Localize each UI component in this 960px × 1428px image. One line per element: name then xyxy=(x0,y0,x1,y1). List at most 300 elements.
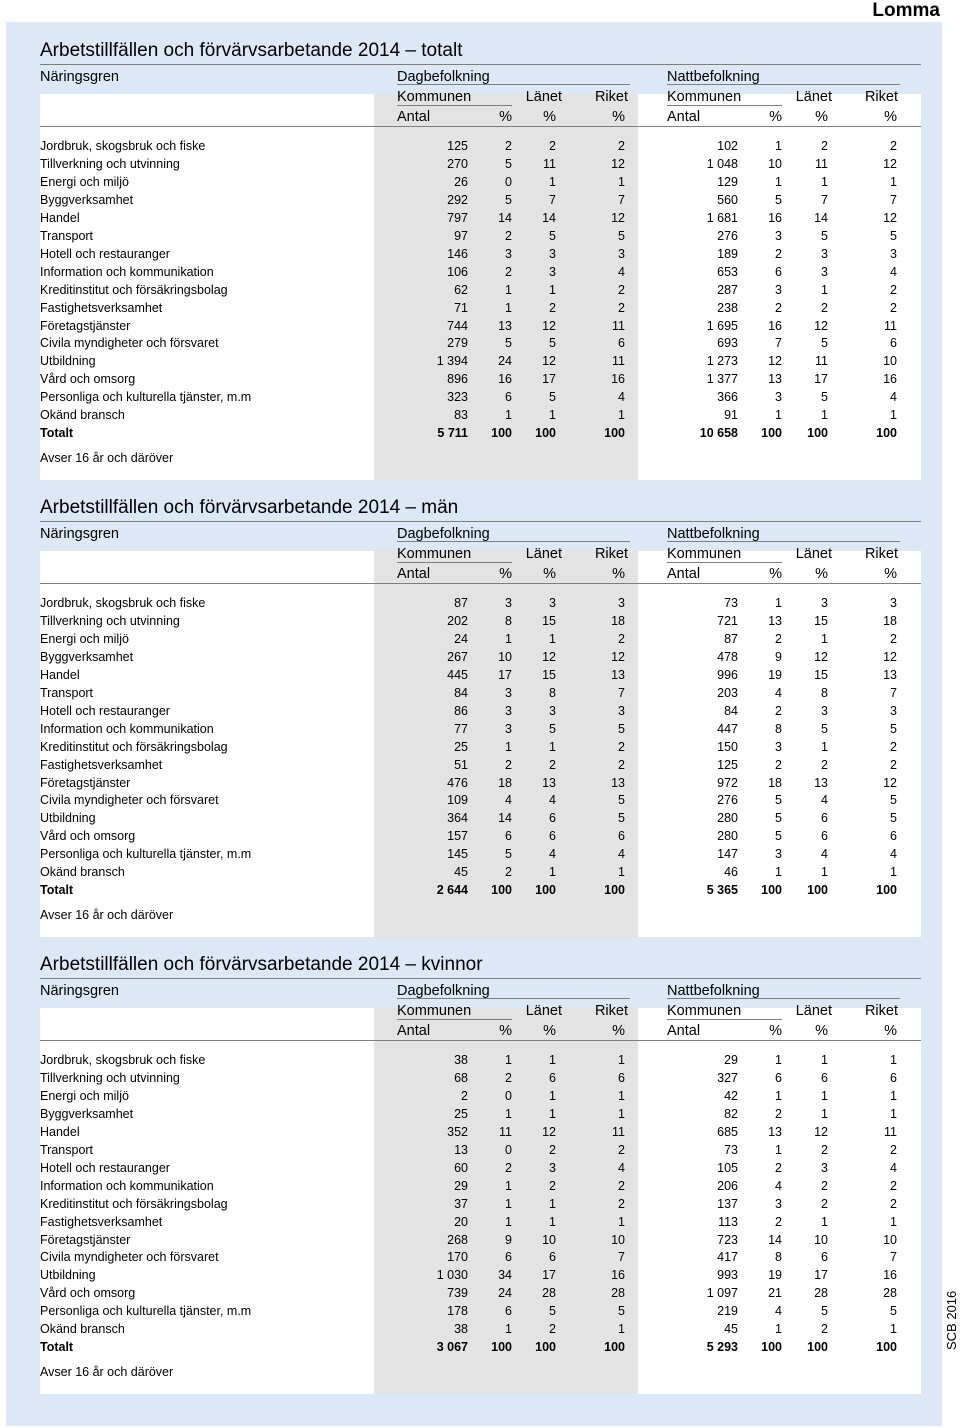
row-label: Information och kommunikation xyxy=(40,1178,214,1193)
cell-day-pct-kommunen: 2 xyxy=(505,228,512,243)
cell-night-antal: 478 xyxy=(717,649,738,664)
cell-night-pct-riket: 5 xyxy=(890,228,897,243)
unit-pct-lanet-night: % xyxy=(815,1023,828,1039)
cell-day-antal: 26 xyxy=(454,174,468,189)
row-label: Utbildning xyxy=(40,1268,96,1283)
cell-day-antal: 292 xyxy=(447,192,468,207)
cell-night-pct-lanet: 6 xyxy=(821,1070,828,1085)
cell-night-pct-kommunen: 13 xyxy=(768,1124,782,1139)
row-label: Vård och omsorg xyxy=(40,829,136,844)
cell-day-pct-riket: 2 xyxy=(618,757,625,772)
table-row xyxy=(40,827,896,845)
cell-night-pct-lanet: 11 xyxy=(815,156,828,171)
cell-night-pct-lanet: 6 xyxy=(821,1250,828,1265)
cell-night-antal: 29 xyxy=(724,1053,738,1067)
table-row xyxy=(40,1248,896,1266)
cell-night-antal: 276 xyxy=(717,793,738,808)
cell-day-pct-lanet: 1 xyxy=(549,408,556,423)
row-label: Energi och miljö xyxy=(40,1088,129,1103)
cell-night-antal: 113 xyxy=(718,1214,738,1229)
cell-day-antal: 896 xyxy=(447,372,468,387)
cell-day-antal: 146 xyxy=(447,246,468,261)
subheader-kommunen-night: Kommunen xyxy=(667,1003,742,1019)
cell-night-pct-kommunen: 100 xyxy=(761,1340,782,1355)
cell-day-pct-riket: 2 xyxy=(618,1142,625,1157)
cell-night-pct-lanet: 5 xyxy=(821,390,828,405)
row-label: Fastighetsverksamhet xyxy=(40,1214,163,1229)
total-label: Totalt xyxy=(40,1340,74,1355)
table-row xyxy=(40,738,896,756)
cell-night-antal: 219 xyxy=(717,1304,738,1319)
cell-night-pct-riket: 2 xyxy=(890,282,897,297)
cell-night-pct-kommunen: 13 xyxy=(768,613,782,628)
table-row xyxy=(40,1141,896,1159)
row-label: Handel xyxy=(40,1124,80,1139)
cell-night-pct-kommunen: 1 xyxy=(775,139,782,153)
cell-day-antal: 3 067 xyxy=(436,1340,468,1355)
cell-day-pct-riket: 1 xyxy=(618,1214,625,1229)
cell-night-antal: 203 xyxy=(717,685,738,700)
cell-day-antal: 87 xyxy=(454,596,468,610)
cell-night-pct-lanet: 2 xyxy=(821,300,828,315)
cell-night-pct-lanet: 1 xyxy=(821,739,828,754)
cell-day-pct-kommunen: 18 xyxy=(498,775,512,790)
cell-day-antal: 178 xyxy=(447,1304,468,1319)
cell-day-pct-lanet: 11 xyxy=(543,156,556,171)
cell-day-pct-riket: 1 xyxy=(618,174,625,189)
cell-day-pct-riket: 1 xyxy=(618,1106,625,1121)
cell-night-pct-kommunen: 10 xyxy=(768,156,782,171)
cell-day-pct-lanet: 6 xyxy=(549,811,556,826)
cell-day-antal: 106 xyxy=(447,264,468,279)
table-row xyxy=(40,1051,896,1069)
table-row xyxy=(40,155,896,173)
cell-day-pct-kommunen: 100 xyxy=(491,883,512,898)
unit-pct-kommunen-day: % xyxy=(499,109,512,125)
cell-night-pct-kommunen: 100 xyxy=(761,883,782,898)
cell-night-antal: 280 xyxy=(717,829,738,844)
cell-day-pct-riket: 12 xyxy=(611,156,625,171)
cell-night-pct-lanet: 5 xyxy=(821,336,828,351)
cell-day-pct-lanet: 2 xyxy=(549,139,556,153)
cell-night-antal: 46 xyxy=(724,865,738,880)
cell-night-antal: 685 xyxy=(717,1124,738,1139)
group-header-nattbefolkning: Nattbefolkning xyxy=(667,69,760,85)
cell-day-antal: 125 xyxy=(447,139,468,153)
row-label: Energi och miljö xyxy=(40,174,129,189)
subheader-riket-night: Riket xyxy=(864,1003,898,1019)
cell-night-pct-riket: 12 xyxy=(883,775,897,790)
cell-day-antal: 268 xyxy=(447,1232,468,1247)
cell-night-pct-riket: 11 xyxy=(884,1124,897,1139)
table-row xyxy=(40,388,896,406)
cell-night-pct-riket: 5 xyxy=(890,811,897,826)
header-rule-bottom xyxy=(40,583,921,584)
row-label: Civila myndigheter och försvaret xyxy=(40,336,219,351)
cell-night-pct-riket: 2 xyxy=(890,757,897,772)
cell-night-pct-kommunen: 3 xyxy=(775,282,782,297)
cell-day-pct-kommunen: 100 xyxy=(491,426,512,441)
cell-night-pct-kommunen: 5 xyxy=(775,811,782,826)
cell-day-pct-riket: 7 xyxy=(618,685,625,700)
cell-day-pct-riket: 4 xyxy=(618,264,625,279)
table-row xyxy=(40,370,896,388)
cell-day-pct-lanet: 17 xyxy=(542,372,556,387)
footnote-age: Avser 16 år och däröver xyxy=(40,1365,174,1379)
header-rule-bottom xyxy=(40,1040,921,1041)
cell-night-pct-kommunen: 5 xyxy=(775,793,782,808)
cell-day-antal: 60 xyxy=(454,1160,468,1175)
cell-day-pct-kommunen: 6 xyxy=(505,1250,512,1265)
cell-day-pct-riket: 4 xyxy=(618,847,625,862)
cell-day-pct-riket: 6 xyxy=(618,829,625,844)
cell-day-pct-lanet: 2 xyxy=(549,1142,556,1157)
cell-day-pct-riket: 5 xyxy=(618,721,625,736)
cell-day-antal: 62 xyxy=(454,282,468,297)
cell-day-pct-lanet: 2 xyxy=(549,757,556,772)
cell-night-antal: 238 xyxy=(717,300,738,315)
cell-night-pct-riket: 1 xyxy=(890,1214,897,1229)
cell-day-antal: 739 xyxy=(447,1286,468,1301)
cell-night-antal: 1 097 xyxy=(706,1286,738,1301)
table-row xyxy=(40,352,896,370)
cell-day-antal: 2 644 xyxy=(436,883,468,898)
cell-day-pct-riket: 18 xyxy=(611,613,625,628)
cell-day-antal: 84 xyxy=(454,685,468,700)
subheader-kommunen-day: Kommunen xyxy=(397,1003,472,1019)
cell-night-pct-riket: 1 xyxy=(890,408,897,423)
cell-night-antal: 105 xyxy=(717,1160,738,1175)
cell-night-pct-riket: 100 xyxy=(876,883,897,898)
cell-day-antal: 145 xyxy=(447,847,468,862)
cell-night-pct-lanet: 1 xyxy=(821,1214,828,1229)
cell-night-antal: 1 273 xyxy=(706,354,738,369)
cell-night-pct-kommunen: 1 xyxy=(775,596,782,610)
cell-night-pct-riket: 2 xyxy=(890,739,897,754)
cell-day-antal: 25 xyxy=(454,1106,468,1121)
cell-day-antal: 86 xyxy=(454,703,468,718)
cell-day-pct-riket: 100 xyxy=(604,883,625,898)
cell-day-pct-riket: 12 xyxy=(611,649,625,664)
cell-night-antal: 1 377 xyxy=(706,372,738,387)
group-header-nattbefolkning: Nattbefolkning xyxy=(667,983,760,999)
cell-night-pct-lanet: 6 xyxy=(821,829,828,844)
cell-night-pct-riket: 100 xyxy=(876,1340,897,1355)
cell-night-pct-riket: 16 xyxy=(883,1268,897,1283)
cell-night-pct-riket: 3 xyxy=(890,596,897,610)
cell-night-antal: 45 xyxy=(724,1322,738,1337)
cell-night-pct-lanet: 12 xyxy=(814,1124,828,1139)
unit-pct-kommunen-day: % xyxy=(499,566,512,582)
table-row xyxy=(40,684,896,702)
table-row xyxy=(40,281,896,299)
cell-day-pct-lanet: 1 xyxy=(549,1088,556,1103)
cell-day-pct-riket: 5 xyxy=(618,1304,625,1319)
cell-night-pct-kommunen: 16 xyxy=(768,318,782,333)
subheader-lanet-day: Länet xyxy=(525,546,562,562)
cell-night-antal: 84 xyxy=(724,703,738,718)
cell-night-pct-riket: 12 xyxy=(883,649,897,664)
header-rule-top xyxy=(40,64,921,65)
cell-day-pct-lanet: 3 xyxy=(549,703,556,718)
cell-night-pct-riket: 7 xyxy=(890,1250,897,1265)
cell-night-antal: 366 xyxy=(717,390,738,405)
cell-day-pct-lanet: 100 xyxy=(535,883,556,898)
cell-day-pct-lanet: 28 xyxy=(542,1286,556,1301)
cell-night-pct-riket: 2 xyxy=(890,1196,897,1211)
cell-day-pct-lanet: 3 xyxy=(549,1160,556,1175)
cell-day-pct-kommunen: 8 xyxy=(505,613,512,628)
cell-day-antal: 445 xyxy=(447,667,468,682)
cell-day-pct-lanet: 5 xyxy=(549,721,556,736)
cell-day-antal: 2 xyxy=(461,1088,468,1103)
cell-night-pct-riket: 2 xyxy=(890,1178,897,1193)
unit-pct-riket-night: % xyxy=(884,1023,897,1039)
cell-day-pct-riket: 3 xyxy=(618,246,625,261)
cell-night-pct-lanet: 3 xyxy=(821,703,828,718)
cell-night-pct-kommunen: 6 xyxy=(775,1070,782,1085)
cell-day-pct-lanet: 6 xyxy=(549,829,556,844)
row-label: Jordbruk, skogsbruk och fiske xyxy=(40,1053,206,1067)
group-header-dagbefolkning: Dagbefolkning xyxy=(397,69,490,85)
unit-pct-lanet-day: % xyxy=(543,566,556,582)
row-label: Hotell och restauranger xyxy=(40,703,170,718)
cell-day-pct-lanet: 2 xyxy=(549,300,556,315)
unit-pct-riket-night: % xyxy=(884,109,897,125)
cell-night-pct-riket: 12 xyxy=(883,156,897,171)
cell-night-pct-kommunen: 5 xyxy=(775,192,782,207)
cell-day-antal: 71 xyxy=(454,300,468,315)
table-row xyxy=(40,594,896,612)
cell-night-pct-riket: 10 xyxy=(883,354,897,369)
table-row xyxy=(40,863,896,881)
cell-day-pct-kommunen: 9 xyxy=(505,1232,512,1247)
header-rule-top xyxy=(40,521,921,522)
cell-day-antal: 1 394 xyxy=(436,354,468,369)
cell-day-antal: 797 xyxy=(447,210,468,225)
table-row xyxy=(40,317,896,335)
cell-day-pct-lanet: 1 xyxy=(549,865,556,880)
row-label: Företagstjänster xyxy=(40,1232,131,1247)
cell-night-antal: 150 xyxy=(717,739,738,754)
cell-night-pct-riket: 1 xyxy=(890,1106,897,1121)
cell-night-pct-lanet: 1 xyxy=(821,1088,828,1103)
row-label: Okänd bransch xyxy=(40,1322,125,1337)
cell-day-antal: 157 xyxy=(447,829,468,844)
cell-day-antal: 24 xyxy=(454,631,468,646)
cell-day-pct-kommunen: 11 xyxy=(499,1124,512,1139)
cell-day-pct-kommunen: 6 xyxy=(505,829,512,844)
cell-day-pct-kommunen: 1 xyxy=(505,1106,512,1121)
subheader-riket-day: Riket xyxy=(594,1003,628,1019)
cell-night-pct-kommunen: 1 xyxy=(775,408,782,423)
unit-antal-day: Antal xyxy=(397,109,431,125)
row-label: Utbildning xyxy=(40,811,96,826)
cell-day-pct-lanet: 2 xyxy=(549,1322,556,1337)
table-row xyxy=(40,845,896,863)
table-row xyxy=(40,648,896,666)
cell-night-antal: 653 xyxy=(717,264,738,279)
table-row xyxy=(40,191,896,209)
cell-day-pct-lanet: 100 xyxy=(535,426,556,441)
unit-pct-kommunen-night: % xyxy=(769,109,782,125)
row-label: Utbildning xyxy=(40,354,96,369)
cell-day-pct-riket: 16 xyxy=(611,1268,625,1283)
footnote-age: Avser 16 år och däröver xyxy=(40,908,174,922)
cell-night-antal: 5 365 xyxy=(706,883,738,898)
row-label: Transport xyxy=(40,685,94,700)
cell-day-pct-kommunen: 2 xyxy=(505,1070,512,1085)
cell-day-antal: 109 xyxy=(447,793,468,808)
cell-day-pct-lanet: 1 xyxy=(549,1106,556,1121)
cell-day-pct-riket: 2 xyxy=(618,1178,625,1193)
cell-day-pct-lanet: 5 xyxy=(549,336,556,351)
cell-day-pct-riket: 10 xyxy=(611,1232,625,1247)
cell-night-antal: 280 xyxy=(717,811,738,826)
cell-night-pct-riket: 1 xyxy=(890,1053,897,1067)
cell-day-pct-kommunen: 14 xyxy=(498,811,512,826)
cell-day-pct-kommunen: 13 xyxy=(498,318,512,333)
cell-night-pct-kommunen: 19 xyxy=(768,667,782,682)
cell-day-pct-lanet: 2 xyxy=(549,1178,556,1193)
table-section xyxy=(0,497,936,937)
cell-day-pct-kommunen: 5 xyxy=(505,847,512,862)
table-row xyxy=(40,1105,896,1123)
cell-day-antal: 267 xyxy=(447,649,468,664)
cell-day-pct-lanet: 7 xyxy=(549,192,556,207)
subheader-riket-day: Riket xyxy=(594,89,628,105)
cell-day-pct-kommunen: 3 xyxy=(505,246,512,261)
cell-night-pct-lanet: 17 xyxy=(814,1268,828,1283)
cell-day-pct-kommunen: 1 xyxy=(505,1322,512,1337)
cell-day-pct-kommunen: 6 xyxy=(505,1304,512,1319)
row-label: Företagstjänster xyxy=(40,775,131,790)
cell-night-pct-lanet: 100 xyxy=(807,1340,828,1355)
cell-day-pct-riket: 3 xyxy=(618,596,625,610)
subheader-kommunen-night: Kommunen xyxy=(667,89,742,105)
column-header-category: Näringsgren xyxy=(40,983,119,999)
row-label: Personliga och kulturella tjänster, m.m xyxy=(40,390,252,405)
cell-night-pct-lanet: 1 xyxy=(821,408,828,423)
row-label: Fastighetsverksamhet xyxy=(40,757,163,772)
row-label: Energi och miljö xyxy=(40,631,129,646)
cell-day-pct-lanet: 12 xyxy=(542,649,556,664)
cell-night-pct-riket: 12 xyxy=(883,210,897,225)
cell-night-pct-lanet: 2 xyxy=(821,1142,828,1157)
cell-day-pct-lanet: 5 xyxy=(549,228,556,243)
cell-night-pct-kommunen: 7 xyxy=(775,336,782,351)
cell-day-pct-riket: 11 xyxy=(612,318,625,333)
unit-antal-night: Antal xyxy=(667,109,701,125)
cell-day-pct-kommunen: 14 xyxy=(498,210,512,225)
cell-day-pct-riket: 12 xyxy=(611,210,625,225)
cell-night-antal: 1 681 xyxy=(706,210,738,225)
cell-night-pct-riket: 100 xyxy=(876,426,897,441)
row-label: Kreditinstitut och försäkringsbolag xyxy=(40,282,228,297)
row-label: Handel xyxy=(40,667,80,682)
cell-day-pct-kommunen: 1 xyxy=(505,300,512,315)
cell-day-pct-lanet: 1 xyxy=(549,1053,556,1067)
cell-day-pct-riket: 7 xyxy=(618,1250,625,1265)
cell-day-pct-riket: 4 xyxy=(618,1160,625,1175)
cell-day-antal: 97 xyxy=(454,228,468,243)
unit-pct-riket-day: % xyxy=(612,109,625,125)
cell-day-pct-riket: 2 xyxy=(618,1196,625,1211)
cell-night-antal: 137 xyxy=(717,1196,738,1211)
cell-night-pct-riket: 2 xyxy=(890,631,897,646)
cell-night-antal: 1 048 xyxy=(706,156,738,171)
cell-day-pct-lanet: 3 xyxy=(549,246,556,261)
cell-night-pct-kommunen: 2 xyxy=(775,631,782,646)
cell-night-pct-riket: 1 xyxy=(890,865,897,880)
cell-day-pct-lanet: 3 xyxy=(549,264,556,279)
table-row xyxy=(40,1159,896,1177)
cell-night-pct-kommunen: 1 xyxy=(775,1088,782,1103)
cell-day-pct-lanet: 1 xyxy=(549,174,556,189)
cell-night-pct-kommunen: 2 xyxy=(775,703,782,718)
cell-day-antal: 352 xyxy=(447,1124,468,1139)
table-row xyxy=(40,1284,896,1302)
cell-night-pct-kommunen: 5 xyxy=(775,829,782,844)
subheader-lanet-night: Länet xyxy=(795,546,832,562)
table-row xyxy=(40,702,896,720)
cell-day-pct-riket: 100 xyxy=(604,426,625,441)
cell-night-antal: 82 xyxy=(724,1106,738,1121)
cell-day-pct-kommunen: 24 xyxy=(498,1286,512,1301)
cell-day-pct-kommunen: 1 xyxy=(505,1053,512,1067)
cell-night-pct-lanet: 17 xyxy=(814,372,828,387)
cell-day-antal: 83 xyxy=(454,408,468,423)
cell-night-pct-kommunen: 2 xyxy=(775,300,782,315)
row-label: Hotell och restauranger xyxy=(40,1160,170,1175)
cell-day-pct-lanet: 12 xyxy=(542,354,556,369)
footnote-age: Avser 16 år och däröver xyxy=(40,451,174,465)
column-header-category: Näringsgren xyxy=(40,526,119,542)
row-label: Jordbruk, skogsbruk och fiske xyxy=(40,596,206,610)
cell-day-pct-lanet: 1 xyxy=(549,1196,556,1211)
table-row xyxy=(40,756,896,774)
row-label: Civila myndigheter och försvaret xyxy=(40,793,219,808)
cell-day-pct-lanet: 6 xyxy=(549,1250,556,1265)
cell-night-pct-riket: 7 xyxy=(890,192,897,207)
table-row xyxy=(40,299,896,317)
cell-day-pct-lanet: 3 xyxy=(549,596,556,610)
header-rule-bottom xyxy=(40,126,921,127)
cell-night-antal: 996 xyxy=(717,667,738,682)
cell-day-pct-lanet: 12 xyxy=(542,318,556,333)
cell-day-antal: 29 xyxy=(454,1178,468,1193)
cell-day-pct-kommunen: 5 xyxy=(505,192,512,207)
cell-day-antal: 45 xyxy=(454,865,468,880)
cell-day-antal: 38 xyxy=(454,1053,468,1067)
cell-night-pct-lanet: 2 xyxy=(821,757,828,772)
cell-night-pct-lanet: 12 xyxy=(814,318,828,333)
subheader-riket-night: Riket xyxy=(864,89,898,105)
cell-night-pct-kommunen: 1 xyxy=(775,1053,782,1067)
cell-day-pct-riket: 6 xyxy=(618,1070,625,1085)
row-label: Transport xyxy=(40,228,94,243)
cell-night-pct-lanet: 2 xyxy=(821,1322,828,1337)
cell-day-pct-riket: 11 xyxy=(612,1124,625,1139)
cell-night-antal: 5 293 xyxy=(706,1340,738,1355)
cell-day-pct-riket: 5 xyxy=(618,811,625,826)
row-label: Personliga och kulturella tjänster, m.m xyxy=(40,847,252,862)
cell-day-pct-kommunen: 2 xyxy=(505,139,512,153)
cell-night-pct-riket: 2 xyxy=(890,139,897,153)
table-row xyxy=(40,1069,896,1087)
cell-day-pct-riket: 7 xyxy=(618,192,625,207)
cell-night-pct-kommunen: 4 xyxy=(775,1178,782,1193)
